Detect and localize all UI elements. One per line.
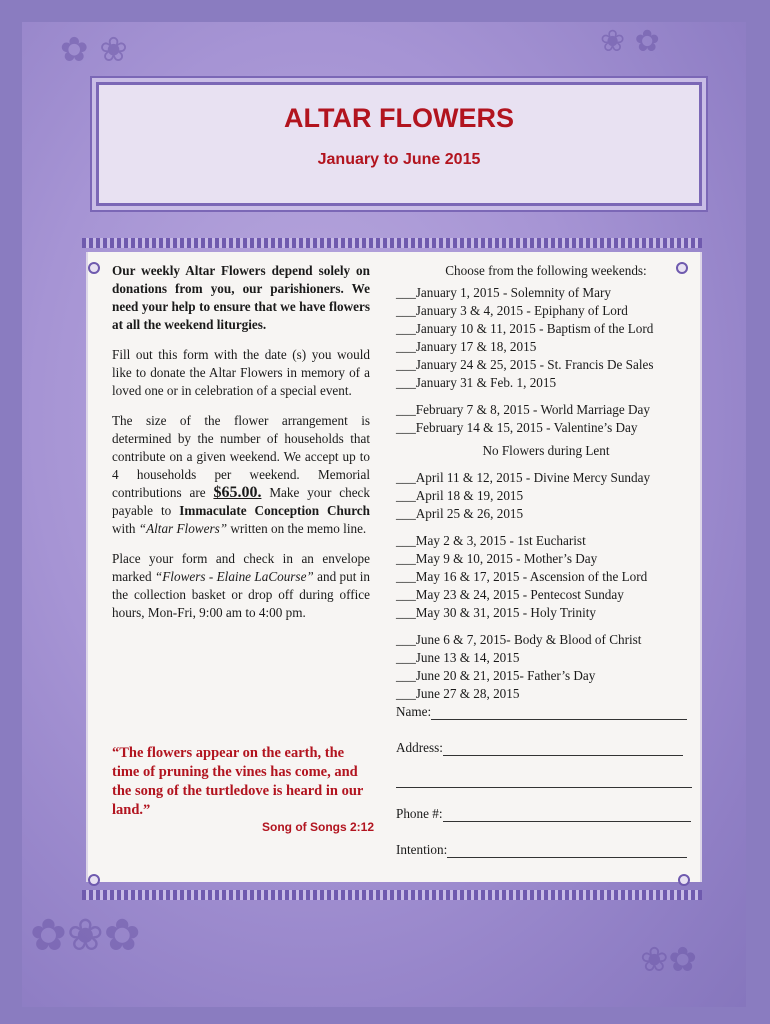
january-weekends	[396, 284, 696, 392]
phone-label: Phone #:	[396, 806, 443, 821]
february-weekends	[396, 401, 696, 437]
floral-decoration-top-right: ❀ ✿	[600, 24, 660, 59]
weekend-option[interactable]: ___January 1, 2015 - Solemnity of Mary	[396, 285, 611, 300]
weekend-option[interactable]: ___January 3 & 4, 2015 - Epiphany of Lord	[396, 303, 628, 318]
weekend-option[interactable]: ___May 30 & 31, 2015 - Holy Trinity	[396, 605, 597, 620]
payee-name: Immaculate Conception Church	[179, 503, 370, 518]
scripture-citation: Song of Songs 2:12	[262, 820, 375, 834]
weekend-option[interactable]: ___April 11 & 12, 2015 - Divine Mercy Sunday	[396, 470, 651, 485]
name-label: Name:	[396, 704, 432, 719]
weekend-option[interactable]: ___May 9 & 10, 2015 - Mother’s Day	[396, 551, 598, 566]
address-label: Address:	[396, 740, 443, 755]
corner-bolt-icon	[678, 874, 690, 886]
corner-bolt-icon	[88, 262, 100, 274]
intention-label: Intention:	[396, 842, 448, 857]
floral-decoration-top-left: ✿ ❀	[60, 30, 128, 70]
size-paragraph	[112, 412, 370, 538]
scripture-quote: “The flowers appear on the earth, the time of pruning the vines has come, and the song of the turtledove is heard in our land.”	[112, 745, 364, 818]
address-field[interactable]	[396, 740, 683, 756]
weekend-option[interactable]: ___January 31 & Feb. 1, 2015	[396, 375, 557, 390]
top-decorative-band	[82, 238, 702, 248]
may-weekends	[396, 532, 696, 622]
corner-bolt-icon	[88, 874, 100, 886]
address-line-2[interactable]	[396, 772, 692, 788]
fill-out-paragraph: Fill out this form with the date (s) you would like to donate the Altar Flowers in memory of a loved one or in celebration of a special event.	[112, 347, 370, 398]
weekend-option[interactable]: ___April 18 & 19, 2015	[396, 488, 524, 503]
bottom-decorative-band	[82, 890, 702, 900]
header-box	[96, 82, 702, 206]
payable-text: Make your check payable to	[112, 485, 370, 518]
weekends-heading: Choose from the following weekends:	[445, 263, 647, 278]
june-weekends	[396, 631, 696, 703]
instructions-column	[112, 262, 370, 634]
weekend-option[interactable]: ___February 7 & 8, 2015 - World Marriage Day	[396, 402, 650, 417]
weekend-option[interactable]: ___June 27 & 28, 2015	[396, 686, 520, 701]
weekend-option[interactable]: ___May 16 & 17, 2015 - Ascension of the Lord	[396, 569, 648, 584]
size-text: The size of the flower arrangement is determined by the number of households that contribute on a given weekend. We accept up to 4 households per weekend. Memorial contributions are	[112, 413, 370, 500]
name-field[interactable]	[396, 704, 687, 720]
weekend-option[interactable]: ___April 25 & 26, 2015	[396, 506, 524, 521]
address-line[interactable]	[443, 741, 683, 756]
floral-decoration-bottom-right: ❀✿	[640, 940, 697, 980]
weekend-option[interactable]: ___May 23 & 24, 2015 - Pentecost Sunday	[396, 587, 624, 602]
page-subtitle: January to June 2015	[317, 151, 481, 168]
memo-text: “Altar Flowers”	[138, 521, 228, 536]
intention-field[interactable]	[396, 842, 687, 858]
intention-line[interactable]	[447, 843, 687, 858]
intro-paragraph: Our weekly Altar Flowers depend solely on donations from you, our parishioners. We need your help to ensure that we have flowers at all the weekend liturgies.	[112, 263, 370, 332]
drop-off-text: and put in the collection basket or drop off during office hours, Mon-Fri, 9:00 am to 4:00 pm.	[112, 569, 371, 620]
weekend-option[interactable]: ___January 10 & 11, 2015 - Baptism of the Lord	[396, 321, 654, 336]
weekend-option[interactable]: ___January 17 & 18, 2015	[396, 339, 537, 354]
page-title: ALTAR FLOWERS	[284, 103, 514, 133]
weekend-option[interactable]: ___June 13 & 14, 2015	[396, 650, 520, 665]
phone-field[interactable]	[396, 806, 691, 822]
with-text: with	[112, 521, 136, 536]
lent-note: No Flowers during Lent	[482, 443, 610, 458]
april-weekends	[396, 469, 696, 523]
envelope-paragraph	[112, 550, 370, 622]
contribution-amount: $65.00.	[213, 484, 262, 501]
address-line-extra[interactable]	[396, 773, 692, 788]
phone-line[interactable]	[443, 807, 691, 822]
memo-line-text: written on the memo line.	[230, 521, 367, 536]
weekend-option[interactable]: ___January 24 & 25, 2015 - St. Francis De Sales	[396, 357, 654, 372]
weekends-column	[396, 262, 696, 712]
weekend-option[interactable]: ___May 2 & 3, 2015 - 1st Eucharist	[396, 533, 586, 548]
weekend-option[interactable]: ___June 6 & 7, 2015- Body & Blood of Christ	[396, 632, 642, 647]
weekend-option[interactable]: ___June 20 & 21, 2015- Father’s Day	[396, 668, 596, 683]
envelope-marking: “Flowers - Elaine LaCourse”	[154, 569, 314, 584]
name-line[interactable]	[431, 705, 687, 720]
floral-decoration-bottom-left: ✿❀✿	[30, 910, 141, 961]
weekend-option[interactable]: ___February 14 & 15, 2015 - Valentine’s Day	[396, 420, 638, 435]
envelope-text: Place your form and check in an envelope marked	[112, 551, 370, 584]
